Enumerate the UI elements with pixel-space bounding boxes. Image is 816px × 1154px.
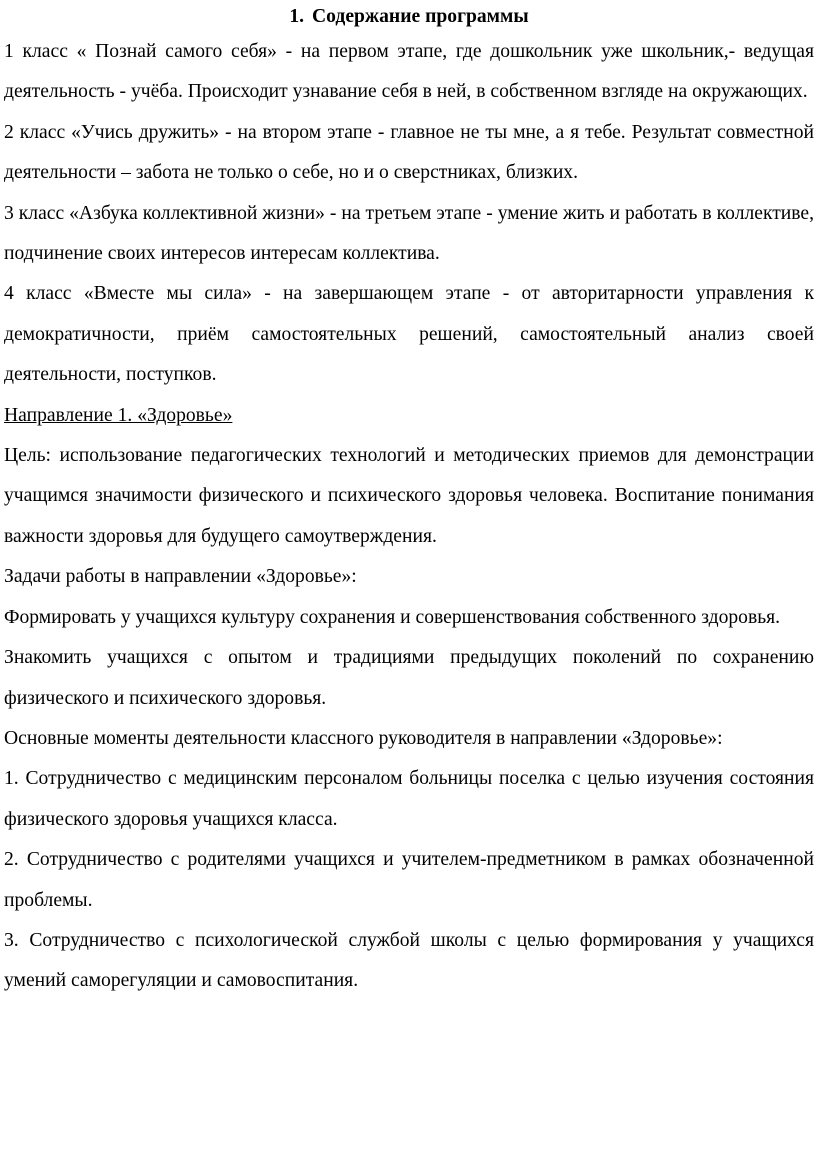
moment-item: 2. Сотрудничество с родителями учащихся и учителем-предметником в рамках обозначенной проблемы.: [4, 849, 814, 911]
moments-title: Основные моменты деятельности классного руководителя в направлении «Здоровье»:: [4, 727, 723, 749]
moment-item: 3. Сотрудничество с психологической службой школы с целью формирования у учащихся умений саморегуляции и самовоспитания.: [4, 929, 814, 992]
paragraph-grade-2: 2 класс «Учись дружить» - на втором этапе - главное не ты мне, а я тебе. Результат совместной деятельности – забота не только о себе, но и о сверстниках, близких.: [4, 121, 814, 184]
task-item: Знакомить учащихся с опытом и традициями предыдущих поколений по сохранению физического и психического здоровья.: [4, 647, 814, 709]
paragraph-grade-1: 1 класс « Познай самого себя» - на первом этапе, где дошкольник уже школьник,- ведущая деятельность - учёба. Происходит узнавание себя в ней, в собственном взгляде на окружающих.: [4, 41, 814, 103]
page-title: [4, 0, 814, 32]
moment-item: 1. Сотрудничество с медицинским персоналом больницы поселка с целью изучения состояния физического здоровья учащихся класса.: [4, 768, 814, 830]
task-item: Формировать у учащихся культуру сохранения и совершенствования собственного здоровья.: [4, 606, 781, 628]
section-number: 1.: [289, 6, 305, 27]
tasks-title: Задачи работы в направлении «Здоровье»:: [4, 566, 357, 588]
document-page: [4, 0, 814, 1002]
direction-title-text: Направление 1. «Здоровье»: [4, 404, 233, 426]
paragraph-grade-4: 4 класс «Вместе мы сила» - на завершающем этапе - от авторитарности управления к демократичности, приём самостоятельных решений, самостоятельный анализ своей деятельности, поступков.: [4, 283, 814, 386]
goal-paragraph: Цель: использование педагогических технологий и методических приемов для демонстрации учащимся значимости физического и психического здоровья человека. Воспитание понимания важности здоровья для будущего самоутверждения.: [4, 445, 814, 547]
section-title: Содержание программы: [312, 6, 529, 27]
paragraph-grade-3: 3 класс «Азбука коллективной жизни» - на третьем этапе - умение жить и работать в коллективе, подчинение своих интересов интересам коллектива.: [4, 202, 814, 265]
direction-title: [4, 396, 814, 436]
